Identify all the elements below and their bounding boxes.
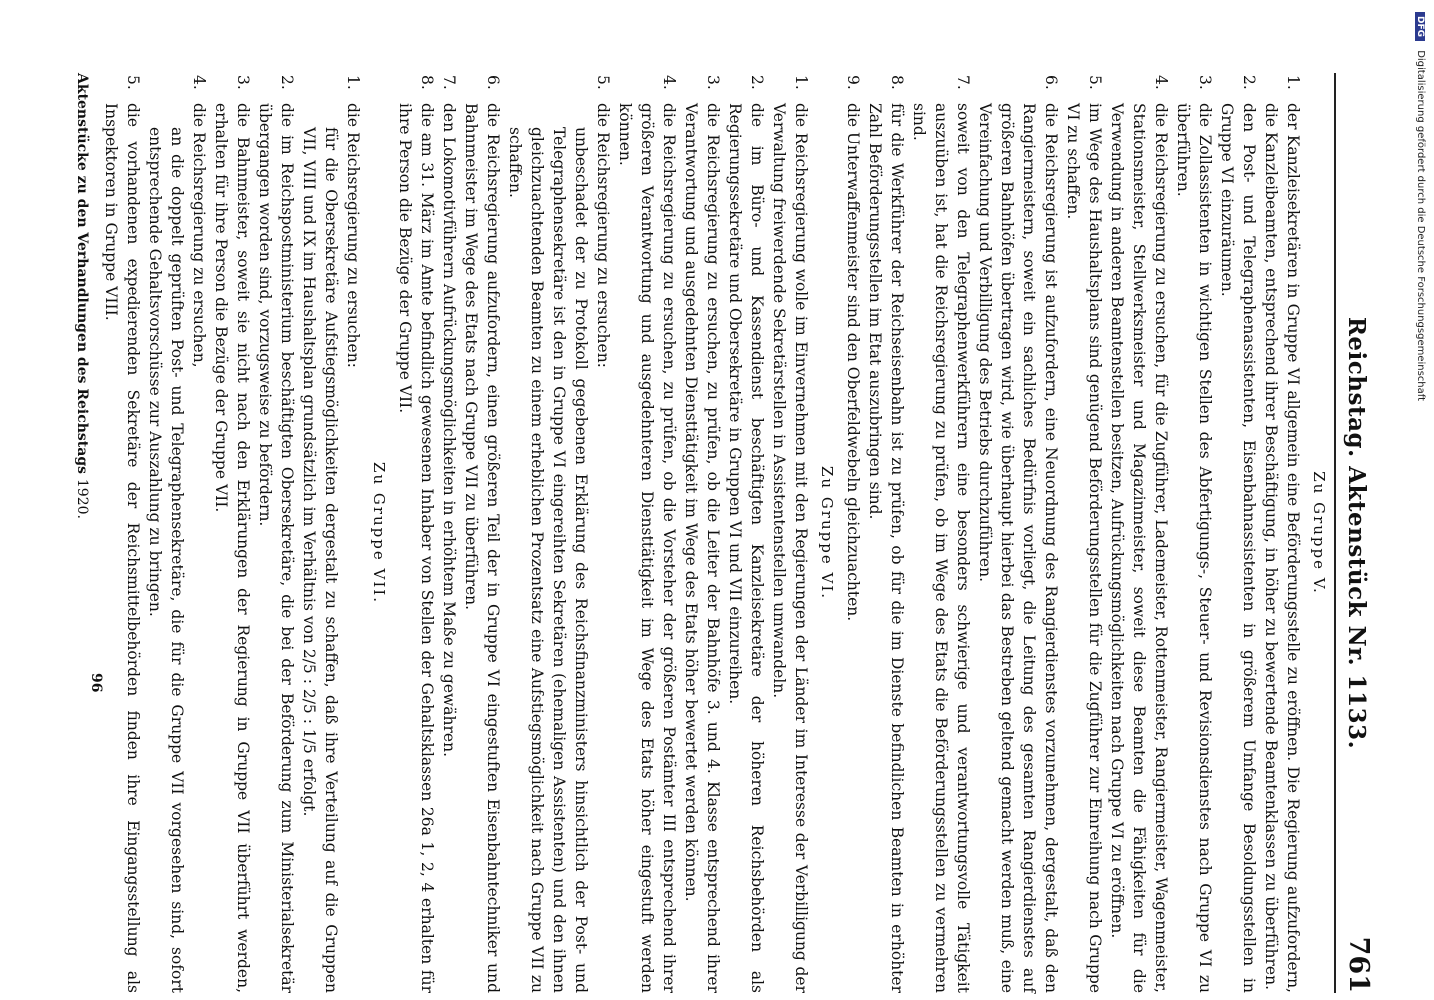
item-text: die Reichsregierung ist aufzufordern, eine Neuordnung des Rangierdienstes vorzunehmen, dergestalt, daß den Rangiermeistern, soweit ein sachliches Bedürfnis vorliegt, die Leitung des gesamten Rangierdienstes auf größeren Bahnhöfen übertragen wird, wie überhaupt hierbei das Bestreben geltend gemacht werden muß, eine Vereinfachung und Verbilligung des Betriebs durchzuführen. — [976, 103, 1060, 993]
item-number: 2. — [1240, 75, 1258, 90]
list-item — [298, 73, 364, 993]
page-number: 761 — [1343, 936, 1374, 993]
item-number: 5. — [124, 75, 142, 90]
printer-signature: 96 — [88, 673, 104, 693]
item-number: 8. — [418, 75, 436, 90]
item-number: 5. — [1086, 75, 1104, 90]
item-number: 8. — [888, 75, 906, 90]
item-text: die Reichsregierung zu ersuchen, für die Zugführer, Lademeister, Rottenmeister, Rangiermeister, Wagenmeister, Stationsmeister, Stellwerksmeister und Magazinmeister, soweit diese Beamten die Fähigkeiten für die Verwendung in anderen Beamtenstellen besitzen, Aufrückungsmöglichkeiten nach Gruppe VI zu eröffnen. — [1108, 103, 1170, 993]
item-number: 6. — [484, 75, 502, 90]
item-text: die im Reichspostministerium beschäftigten Obersekretäre, die bei der Beförderung zum Ministerialsekretär übergangen worden sind, vorzugsweise zu befördern. — [256, 103, 296, 993]
list-item — [1216, 73, 1260, 993]
item-text: die Bahnmeister, soweit sie nicht nach den Erklärungen der Regierung in Gruppe VII überführt werden, erhalten für ihre Person die Bezüge der Gruppe VII. — [212, 103, 252, 993]
item-text: die Reichsregierung zu ersuchen, zu prüfen, ob die Leiter der Bahnhöfe 3. und 4. Klasse entsprechend ihrer Verantwortung und ausgedehnten Diensttätigkeit im Wege des Etats höher bewertet werden können. — [682, 103, 722, 993]
item-text: die Reichsregierung zu ersuchen, — [190, 103, 208, 368]
list-item — [1062, 73, 1106, 993]
item-text: die am 31. März im Amte befindlich gewesenen Inhaber von Stellen der Gehaltsklassen 26a 1, 2, 4 erhalten für ihre Person die Bezüge der Gruppe VII. — [396, 103, 436, 993]
groups-container — [100, 73, 1328, 993]
sub-item-text: für die Obersekretäre Aufstiegsmöglichkeiten dergestalt zu schaffen, daß ihre Verteilung auf die Gruppen VII, VIII und IX im Haushaltsplan grundsätzlich im Verhältnis von 2/5 : 2/5 : 1/5 erfolgt. — [300, 127, 340, 993]
sub-item-text: an die doppelt geprüften Post- und Telegraphensekretäre, die für die Gruppe VII vorgesehen sind, sofort entsprechende Gehaltsvorschüsse zur Auszahlung zu bringen. — [146, 127, 186, 993]
list-item — [908, 73, 974, 993]
item-number: 4. — [190, 75, 208, 90]
item-text: der Kanzleisekretären in Gruppe VI allgemein eine Beförderungsstelle zu eröffnen. Die Regierung aufzufordern, die Kanzleibeamten, entsprechend ihrer Beschäftigung, in höher zu bewertende Beamtenklassen zu überführen. — [1262, 103, 1302, 993]
item-number: 4. — [1152, 75, 1170, 90]
group-section — [842, 73, 1328, 993]
list-item — [1106, 73, 1172, 993]
item-number: 3. — [234, 75, 252, 90]
group-heading: Zu Gruppe V. — [1310, 471, 1328, 595]
footer-source-text: Aktenstücke zu den Verhandlungen des Reichstags — [74, 73, 90, 475]
item-text: die Reichsregierung wolle im Einvernehmen mit den Regierungen der Länder im Interesse der Verbilligung der Verwaltung freiwerdende Sekretärstellen in Assistentenstellen umwandeln. — [770, 103, 810, 993]
item-text: für die Werkführer der Reichseisenbahn ist zu prüfen, ob für die im Dienste befindlichen Beamten in erhöhter Zahl Beförderungsstellen im Etat auszubringen sind. — [866, 103, 906, 993]
list-item — [394, 73, 438, 993]
item-number: 1. — [1284, 75, 1302, 90]
footer-source — [74, 73, 90, 519]
digitization-credit-text: Digitalisierung gefördert durch die Deutsche Forschungsgemeinschaft — [1415, 50, 1426, 402]
digitization-credit — [1415, 12, 1426, 652]
page-header — [1340, 73, 1374, 993]
item-number: 9. — [844, 75, 862, 90]
list-item — [1260, 73, 1304, 993]
list-item — [144, 73, 210, 993]
item-text: die Reichsregierung zu ersuchen, zu prüfen, ob die Vorsteher der größeren Postämter III entsprechend ihrer größeren Verantwortung und ausgedehnteren Diensttätigkeit im Wege des Etats höher eingestuft werden können. — [616, 103, 678, 993]
list-item — [460, 73, 504, 993]
header-rule — [1334, 73, 1336, 993]
group-section — [100, 73, 388, 993]
item-text: soweit von den Telegraphenwerkführern eine besonders schwierige und verantwortungsvolle Tätigkeit auszuüben ist, hat die Reichsregierung zu prüfen, ob im Wege des Etats die Beförderungsstellen zu vermehren sind. — [910, 103, 972, 993]
item-text: den Post- und Telegraphenassistenten, Eisenbahnassistenten in größerem Umfange Besoldungsstellen in Gruppe VI einzuräumen. — [1218, 103, 1258, 993]
page-content — [68, 73, 1374, 993]
list-item — [210, 73, 254, 993]
group-heading: Zu Gruppe VII. — [370, 462, 388, 604]
list-item — [254, 73, 298, 993]
list-item — [864, 73, 908, 993]
item-number: 2. — [278, 75, 296, 90]
item-number: 2. — [748, 75, 766, 90]
item-text: die Reichsregierung zu ersuchen: — [344, 103, 362, 368]
item-text: die Unterwaffenmeister sind den Oberfeldwebeln gleichzuachten. — [844, 103, 862, 622]
item-number: 3. — [704, 75, 722, 90]
item-number: 7. — [954, 75, 972, 90]
item-number: 1. — [792, 75, 810, 90]
item-text: die Reichsregierung aufzufordern, einen größeren Teil der in Gruppe VI eingestuften Eisenbahntechniker und Bahnmeister im Wege des Etats nach Gruppe VII zu überführen. — [462, 103, 502, 993]
group-heading: Zu Gruppe VI. — [818, 465, 836, 601]
list-item — [614, 73, 680, 993]
item-text: die Zollassistenten in wichtigen Stellen des Abfertigungs-, Steuer- und Revisionsdienstes nach Gruppe VI zu überführen. — [1174, 103, 1214, 993]
item-number: 5. — [594, 75, 612, 90]
list-item — [504, 73, 614, 993]
item-number: 6. — [1042, 75, 1060, 90]
footer-year: 1920. — [74, 478, 90, 519]
page-footer — [68, 73, 104, 993]
list-item — [1172, 73, 1216, 993]
document-title: Reichstag. Aktenstück Nr. 1133. — [1343, 316, 1370, 750]
item-number: 1. — [344, 75, 362, 90]
list-item — [438, 73, 460, 993]
item-text: im Wege des Haushaltsplans sind genügend Beförderungsstellen für die Zugführer zur Einreihung nach Gruppe VI zu schaffen. — [1064, 103, 1104, 993]
item-number: 3. — [1196, 75, 1214, 90]
sub-item-text: unbeschadet der zu Protokoll gegebenen Erklärung des Reichsfinanzministers hinsichtlich der Post- und Telegraphensekretäre ist den in Gruppe VI eingereihten Sekretären (ehemaligen Assistenten) und den ihnen gleichzuachtenden Beamten zu einem erheblichen Prozentsatz eine Aufstiegsmöglichkeit nach Gruppe VII zu schaffen. — [506, 127, 590, 993]
list-item — [100, 73, 144, 993]
list-item — [768, 73, 812, 993]
list-item — [842, 73, 864, 993]
item-number: 4. — [660, 75, 678, 90]
list-item — [680, 73, 724, 993]
list-item — [724, 73, 768, 993]
item-number: 7. — [440, 75, 458, 90]
item-text: die im Büro- und Kassendienst beschäftigten Kanzleisekretäre der höheren Reichsbehörden als Regierungssekretäre und Obersekretäre in Gruppen VI und VII einzureihen. — [726, 103, 766, 993]
dfg-logo: DFG — [1415, 12, 1425, 41]
item-text: den Lokomotivführern Aufrückungsmöglichkeiten in erhöhtem Maße zu gewähren. — [440, 103, 458, 758]
item-text: die Reichsregierung zu ersuchen: — [594, 103, 612, 368]
item-text: die vorhandenen expedierenden Sekretäre der Reichsmittelbehörden finden ihre Eingangsstellung als Inspektoren in Gruppe VIII. — [102, 103, 142, 993]
group-section — [394, 73, 836, 993]
list-item — [974, 73, 1062, 993]
